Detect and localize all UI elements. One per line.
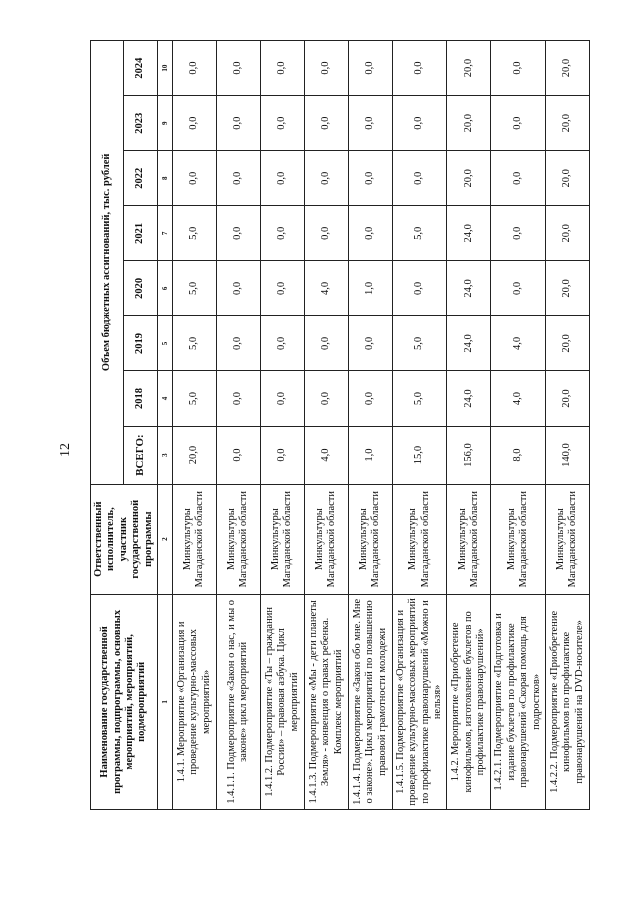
row-year-cell: 5,0 (172, 261, 216, 316)
row-year-cell: 0,0 (260, 371, 304, 426)
table-row (304, 41, 348, 810)
row-name-cell: 1.4.1.3. Подмероприятие «Мы - дети планеты Земля» - конвенция о правах ребенка. Комплекс мероприятий (304, 594, 348, 809)
row-year-cell: 0,0 (348, 41, 392, 96)
table-row (491, 41, 546, 810)
header-year: 2024 (123, 41, 157, 96)
column-index: 1 (157, 594, 172, 809)
row-year-cell: 0,0 (172, 151, 216, 206)
row-year-cell: 20,0 (545, 96, 589, 151)
row-name-cell: 1.4.2.1. Подмероприятие «Подготовка и издание буклетов по профилактике правонарушений «Скорая помощь для подростков» (491, 594, 546, 809)
column-index: 7 (157, 206, 172, 261)
header-year: 2019 (123, 316, 157, 371)
column-index: 4 (157, 371, 172, 426)
row-name-cell: 1.4.2.2. Подмероприятие «Приобретение кинофильмов по профилактике правонарушений на DVD-носителе» (545, 594, 589, 809)
column-index: 8 (157, 151, 172, 206)
row-year-cell: 0,0 (260, 316, 304, 371)
table-body (172, 41, 589, 810)
column-index: 9 (157, 96, 172, 151)
row-year-cell: 5,0 (392, 316, 447, 371)
row-executor-cell: Минкультуры Магаданской области (392, 484, 447, 594)
row-year-cell: 20,0 (545, 371, 589, 426)
row-year-cell: 0,0 (392, 151, 447, 206)
row-year-cell: 0,0 (348, 316, 392, 371)
table-header (91, 41, 173, 810)
row-total-cell: 8,0 (491, 426, 546, 484)
row-year-cell: 0,0 (304, 96, 348, 151)
budget-table (90, 40, 590, 810)
row-year-cell: 4,0 (491, 316, 546, 371)
header-year: 2022 (123, 151, 157, 206)
column-index: 3 (157, 426, 172, 484)
row-total-cell: 156,0 (447, 426, 491, 484)
row-year-cell: 5,0 (172, 371, 216, 426)
header-year: 2018 (123, 371, 157, 426)
row-year-cell: 0,0 (491, 96, 546, 151)
row-total-cell: 15,0 (392, 426, 447, 484)
row-name-cell: 1.4.1. Мероприятие «Организация и проведение культурно-массовых мероприятий» (172, 594, 216, 809)
row-year-cell: 0,0 (304, 41, 348, 96)
header-executor: Ответственный исполнитель, участник государственной программы (91, 484, 158, 594)
row-year-cell: 0,0 (216, 316, 260, 371)
header-total: ВСЕГО: (123, 426, 157, 484)
row-year-cell: 20,0 (447, 96, 491, 151)
header-name: Наименование государственной программы, подпрограммы, основных мероприятий, мероприятий, подмероприятий (91, 594, 158, 809)
row-year-cell: 0,0 (491, 151, 546, 206)
row-total-cell: 20,0 (172, 426, 216, 484)
row-year-cell: 0,0 (392, 41, 447, 96)
row-year-cell: 4,0 (491, 371, 546, 426)
row-year-cell: 0,0 (216, 206, 260, 261)
row-year-cell: 0,0 (491, 206, 546, 261)
row-executor-cell: Минкультуры Магаданской области (304, 484, 348, 594)
table-row (545, 41, 589, 810)
row-year-cell: 5,0 (392, 371, 447, 426)
row-year-cell: 24,0 (447, 206, 491, 261)
row-total-cell: 0,0 (260, 426, 304, 484)
row-executor-cell: Минкультуры Магаданской области (216, 484, 260, 594)
row-total-cell: 4,0 (304, 426, 348, 484)
row-year-cell: 0,0 (260, 96, 304, 151)
row-year-cell: 0,0 (216, 41, 260, 96)
row-year-cell: 0,0 (216, 371, 260, 426)
table-row (447, 41, 491, 810)
row-name-cell: 1.4.1.4. Подмероприятие «Закон обо мне. Мне о законе». Цикл мероприятий по повышению правовой грамотности молодежи (348, 594, 392, 809)
table-row (216, 41, 260, 810)
row-year-cell: 5,0 (172, 206, 216, 261)
row-executor-cell: Минкультуры Магаданской области (447, 484, 491, 594)
header-year: 2021 (123, 206, 157, 261)
row-year-cell: 20,0 (447, 151, 491, 206)
row-year-cell: 0,0 (348, 151, 392, 206)
row-executor-cell: Минкультуры Магаданской области (348, 484, 392, 594)
row-year-cell: 0,0 (260, 261, 304, 316)
row-year-cell: 24,0 (447, 261, 491, 316)
row-year-cell: 20,0 (545, 41, 589, 96)
row-year-cell: 4,0 (304, 261, 348, 316)
header-year: 2020 (123, 261, 157, 316)
row-year-cell: 20,0 (545, 151, 589, 206)
row-year-cell: 0,0 (216, 96, 260, 151)
column-index: 6 (157, 261, 172, 316)
row-year-cell: 0,0 (392, 261, 447, 316)
row-year-cell: 0,0 (216, 151, 260, 206)
row-year-cell: 5,0 (392, 206, 447, 261)
row-year-cell: 0,0 (172, 96, 216, 151)
row-year-cell: 0,0 (216, 261, 260, 316)
table-row (172, 41, 216, 810)
row-name-cell: 1.4.1.5. Подмероприятие «Организация и проведение культурно-массовых мероприятий по профилактике правонарушений «Можно и нельзя» (392, 594, 447, 809)
row-year-cell: 0,0 (172, 41, 216, 96)
row-year-cell: 0,0 (304, 206, 348, 261)
row-year-cell: 0,0 (304, 371, 348, 426)
row-year-cell: 1,0 (348, 261, 392, 316)
row-year-cell: 0,0 (348, 206, 392, 261)
row-year-cell: 20,0 (545, 206, 589, 261)
row-year-cell: 0,0 (348, 96, 392, 151)
row-total-cell: 140,0 (545, 426, 589, 484)
row-year-cell: 0,0 (491, 41, 546, 96)
row-total-cell: 1,0 (348, 426, 392, 484)
column-index: 2 (157, 484, 172, 594)
row-year-cell: 0,0 (304, 151, 348, 206)
row-name-cell: 1.4.2. Мероприятие «Приобретение кинофильмов, изготовление буклетов по профилактике правонарушений» (447, 594, 491, 809)
rotated-table-container (90, 40, 590, 810)
table-row (348, 41, 392, 810)
row-name-cell: 1.4.1.2. Подмероприятие «Ты – гражданин России» – правовая азбука. Цикл мероприятий (260, 594, 304, 809)
header-budget-group: Объем бюджетных ассигнований, тыс. рублей (91, 41, 124, 485)
row-year-cell: 5,0 (172, 316, 216, 371)
row-executor-cell: Минкультуры Магаданской области (172, 484, 216, 594)
row-year-cell: 0,0 (491, 261, 546, 316)
row-year-cell: 20,0 (447, 41, 491, 96)
row-year-cell: 24,0 (447, 316, 491, 371)
row-executor-cell: Минкультуры Магаданской области (491, 484, 546, 594)
row-year-cell: 0,0 (260, 41, 304, 96)
row-total-cell: 0,0 (216, 426, 260, 484)
row-executor-cell: Минкультуры Магаданской области (545, 484, 589, 594)
column-index: 5 (157, 316, 172, 371)
row-year-cell: 0,0 (392, 96, 447, 151)
row-name-cell: 1.4.1.1. Подмероприятие «Закон о нас, и мы о законе» цикл мероприятий (216, 594, 260, 809)
page-number: 12 (58, 443, 73, 457)
row-year-cell: 0,0 (348, 371, 392, 426)
column-index: 10 (157, 41, 172, 96)
row-year-cell: 0,0 (260, 151, 304, 206)
row-year-cell: 0,0 (260, 206, 304, 261)
table-row (260, 41, 304, 810)
row-executor-cell: Минкультуры Магаданской области (260, 484, 304, 594)
table-row (392, 41, 447, 810)
row-year-cell: 20,0 (545, 316, 589, 371)
row-year-cell: 20,0 (545, 261, 589, 316)
header-year: 2023 (123, 96, 157, 151)
row-year-cell: 0,0 (304, 316, 348, 371)
row-year-cell: 24,0 (447, 371, 491, 426)
